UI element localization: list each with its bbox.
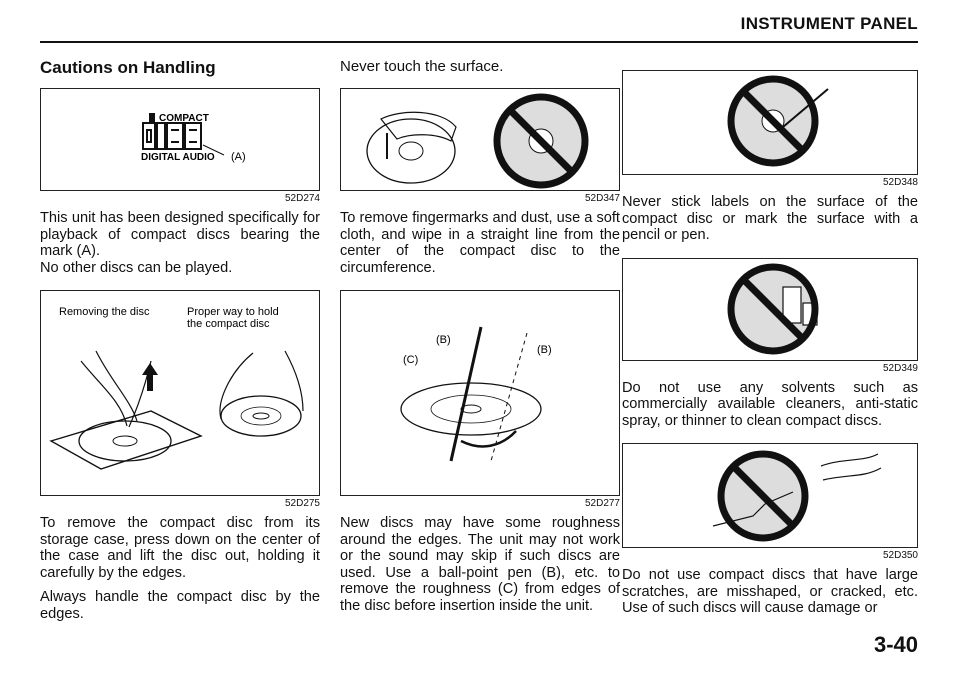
label-a: (A) xyxy=(231,151,246,163)
header-rule xyxy=(40,41,918,43)
no-solvents-illustration xyxy=(623,259,917,360)
label-b2: (B) xyxy=(537,344,552,356)
figure-no-solvents xyxy=(622,258,918,361)
figure-code: 52D275 xyxy=(284,498,320,509)
header-title: INSTRUMENT PANEL xyxy=(740,14,918,33)
paragraph: Do not use any solvents such as commercially available cleaners, anti-static spray, or thinner to clean compact discs. xyxy=(622,379,918,429)
paragraph: Never stick labels on the surface of the compact disc or mark the surface with a pencil or pen. xyxy=(622,194,918,243)
figure-code: 52D350 xyxy=(882,550,918,561)
page-number: 3-40 xyxy=(873,632,918,657)
disc-outline xyxy=(367,119,455,183)
label-b1: (B) xyxy=(436,334,451,346)
hand xyxy=(381,112,456,141)
disc-outline xyxy=(79,421,171,461)
disc-hub xyxy=(399,142,423,160)
paragraph: No other discs can be played. xyxy=(40,259,233,276)
removing-disc-illustration xyxy=(41,291,319,495)
hand xyxy=(821,454,881,480)
figure-code: 52D347 xyxy=(584,193,620,204)
logo-text-digital-audio: DIGITAL AUDIO xyxy=(141,152,215,163)
caption-proper-way-1: Proper way to hold xyxy=(187,306,279,318)
column-1 xyxy=(40,58,320,630)
never-touch-illustration xyxy=(341,89,619,190)
figure-roughness xyxy=(340,290,620,496)
hand-fingers xyxy=(81,351,151,427)
paragraph: Always handle the compact disc by the edges. xyxy=(40,589,320,622)
disc-outline xyxy=(401,383,541,435)
held-disc-ring xyxy=(241,407,281,425)
no-labels-illustration xyxy=(623,71,917,174)
paragraph: New discs may have some roughness around the edges. The unit may not work or the sound may skip if such discs are used. Use a ball-point pen (B), etc. to remove the roughness (C) from edges of the disc before insertion inside the unit. xyxy=(340,515,620,614)
held-disc-outline xyxy=(221,396,301,436)
figure-code: 52D348 xyxy=(882,177,918,188)
figure-no-damaged-discs xyxy=(622,443,918,548)
edge-guide-line xyxy=(491,333,527,461)
figure-code: 52D274 xyxy=(284,193,320,204)
logo-letter-i xyxy=(157,123,165,149)
figure-code: 52D349 xyxy=(882,362,918,374)
paragraph: This unit has been designed specifically for playback of compact discs bearing the mark (A). xyxy=(40,210,320,259)
disc-logo-illustration xyxy=(41,89,319,190)
logo-letter-d xyxy=(143,123,155,149)
disc-hub xyxy=(113,436,137,446)
paragraph: To remove fingermarks and dust, use a soft cloth, and wipe in a straight line from the center of the compact disc to the circumference. xyxy=(340,210,620,276)
column-2 xyxy=(340,58,620,622)
pen xyxy=(451,327,481,461)
no-damaged-discs-illustration xyxy=(623,444,917,547)
roughness-illustration xyxy=(341,291,619,495)
logo-text-compact: COMPACT xyxy=(159,113,209,124)
holding-hand xyxy=(220,351,303,419)
label-c: (C) xyxy=(403,354,419,366)
disc-ring xyxy=(431,395,511,423)
figure-removing-disc xyxy=(40,290,320,496)
figure-no-labels xyxy=(622,70,918,175)
logo-letter-s xyxy=(167,123,183,149)
logo-letter-d-stem xyxy=(149,113,155,123)
column-3 xyxy=(622,58,918,625)
caption-proper-way-2: the compact disc xyxy=(187,318,270,330)
cd-case xyxy=(51,411,201,469)
held-disc-hub xyxy=(253,413,269,419)
paragraph: Do not use compact discs that have large scratches, are misshaped, or cracked, etc. Use of such discs will cause damage or xyxy=(622,567,918,616)
caption-removing-disc: Removing the disc xyxy=(59,306,150,318)
figure-never-touch xyxy=(340,88,620,191)
paragraph: To remove the compact disc from its storage case, press down on the center of the case and lift the disc out, holding it carefully by the edges. xyxy=(40,515,320,581)
lead-text: Never touch the surface. xyxy=(340,58,504,75)
logo-letter-c xyxy=(185,123,201,149)
figure-disc-logo xyxy=(40,88,320,191)
figure-code: 52D277 xyxy=(584,498,620,509)
rotation-arrow-icon xyxy=(461,431,516,446)
section-title: Cautions on Handling xyxy=(40,58,216,77)
